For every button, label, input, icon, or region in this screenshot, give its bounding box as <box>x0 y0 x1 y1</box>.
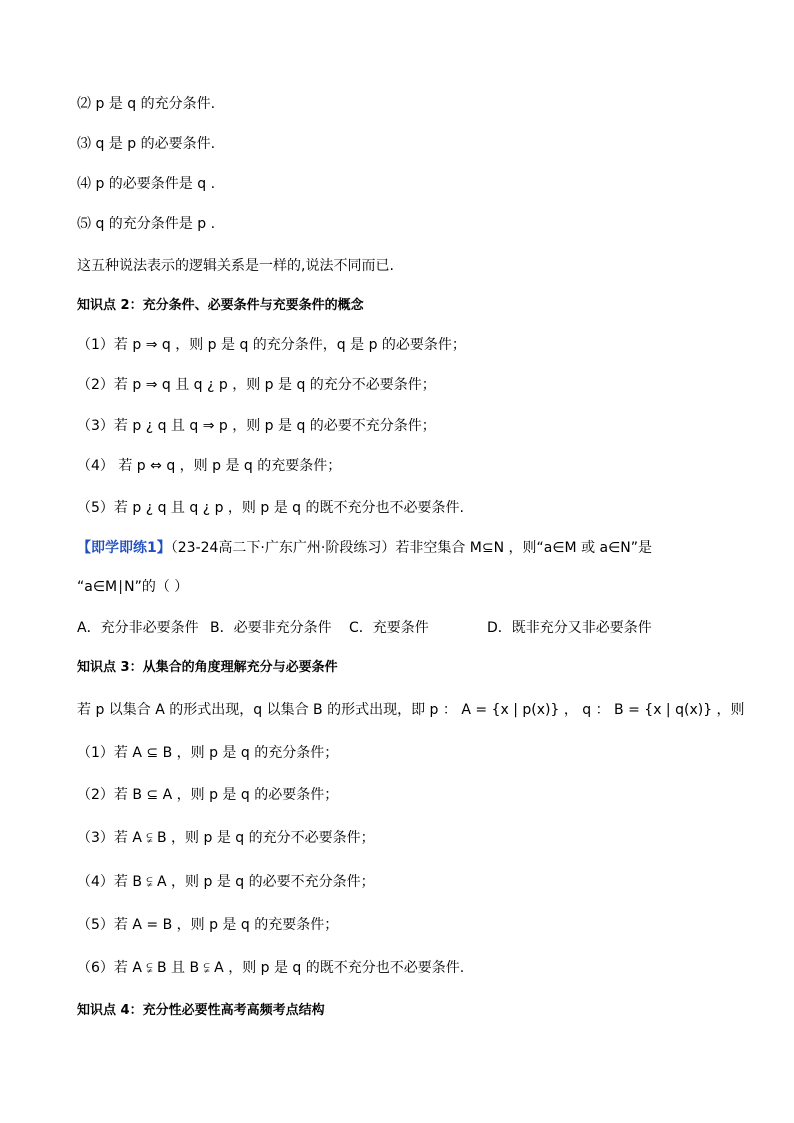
text-line: （3）若 p ¿ q 且 q ⇒ p ，则 p 是 q 的必要不充分条件； <box>77 418 436 434</box>
section-heading: 知识点 4：充分性必要性高考高频考点结构 <box>77 1003 325 1018</box>
text-line: ⑸ q 的充分条件是 p . <box>77 216 216 232</box>
text-line: （4）若 B ⫋ A ，则 p 是 q 的必要不充分条件； <box>77 874 375 890</box>
section-heading: 知识点 3：从集合的角度理解充分与必要条件 <box>77 660 338 675</box>
text-line: （6）若 A ⫋ B 且 B ⫋ A ，则 p 是 q 的既不充分也不必要条件. <box>77 960 465 976</box>
exercise-tag: 【即学即练1】 <box>77 540 171 556</box>
section-heading: 知识点 2：充分条件、必要条件与充要条件的概念 <box>77 298 364 313</box>
text-line: （5）若 A = B ，则 p 是 q 的充要条件； <box>77 917 339 933</box>
text-line: ⑵ p 是 q 的充分条件. <box>77 96 216 112</box>
exercise-line-2: “a∈M∣N”的（ ） <box>77 579 189 595</box>
text-line: 若 p 以集合 A 的形式出现，q 以集合 B 的形式出现，即 p ： A = {x | p(x)} ， q ： B = {x | q(x)} ，则 <box>77 702 745 718</box>
text-line: （4） 若 p ⇔ q ，则 p 是 q 的充要条件； <box>77 458 342 474</box>
text-line: （5）若 p ¿ q 且 q ¿ p ，则 p 是 q 的既不充分也不必要条件. <box>77 500 464 516</box>
text-line: （1）若 p ⇒ q ，则 p 是 q 的充分条件，q 是 p 的必要条件； <box>77 337 466 353</box>
option-d: D．既非充分又非必要条件 <box>487 620 652 636</box>
text-line: （2）若 B ⊆ A ，则 p 是 q 的必要条件； <box>77 787 339 803</box>
option-b: B．必要非充分条件 <box>210 620 332 636</box>
text-line: （1）若 A ⊆ B ，则 p 是 q 的充分条件； <box>77 745 339 761</box>
text-line: ⑶ q 是 p 的必要条件. <box>77 136 216 152</box>
text-line: ⑷ p 的必要条件是 q . <box>77 176 216 192</box>
text-line: （3）若 A ⫋ B ，则 p 是 q 的充分不必要条件； <box>77 830 375 846</box>
text-line: （2）若 p ⇒ q 且 q ¿ p ，则 p 是 q 的充分不必要条件； <box>77 377 436 393</box>
exercise-text: （23-24高二下·广东广州·阶段练习）若非空集合 M⊆N ，则“a∈M 或 a∈N”是 <box>170 540 653 556</box>
option-a: A．充分非必要条件 <box>77 620 199 636</box>
option-c: C．充要条件 <box>349 620 429 636</box>
text-line: 这五种说法表示的逻辑关系是一样的,说法不同而已. <box>77 258 394 274</box>
exercise-line <box>77 538 652 558</box>
